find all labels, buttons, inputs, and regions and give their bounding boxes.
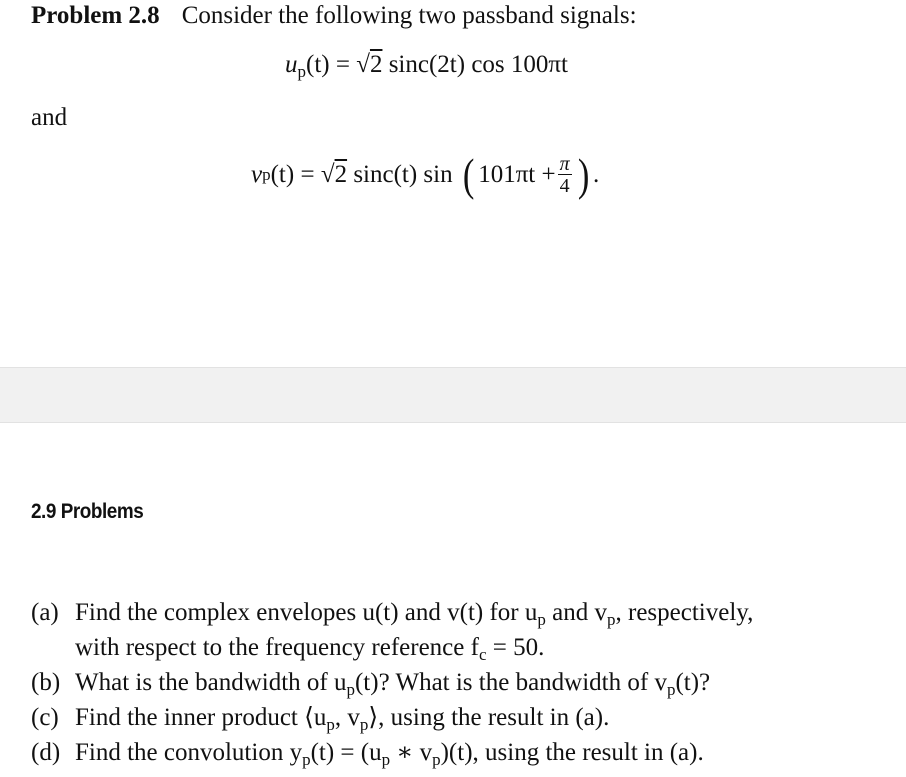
eq-u-arg: (t) (306, 51, 330, 78)
sqrt-symbol: √ (320, 161, 335, 188)
part-a (31, 595, 753, 630)
part-b (31, 665, 710, 700)
problem-heading (31, 2, 637, 30)
part-d-sub2: p (381, 749, 391, 769)
sqrt-radicand: 2 (369, 51, 383, 78)
fraction-numerator: π (559, 153, 570, 175)
part-d-text2: (t) = (u (310, 739, 382, 766)
part-d-text4: )(t), using the result in (a). (440, 739, 704, 766)
part-c-text1: Find the inner product ⟨u (75, 704, 327, 731)
section-header: 2.9 Problems (31, 500, 144, 523)
sqrt-radicand: 2 (334, 161, 348, 188)
eq-v-sinc: sinc(t) sin (353, 161, 453, 188)
eq-v-equals: = (300, 161, 315, 188)
part-a-line2-value: = 50. (486, 634, 545, 661)
fraction-pi-over-4 (558, 154, 572, 196)
part-c (31, 700, 609, 735)
part-a-line2-text: with respect to the frequency reference f (75, 634, 479, 661)
equation-u (285, 51, 568, 79)
close-paren: ) (577, 149, 590, 200)
problem-number: Problem 2.8 (31, 2, 160, 29)
part-a-continuation (31, 630, 544, 665)
part-b-sub1: p (346, 679, 355, 699)
part-a-text2: and v (545, 599, 607, 626)
part-b-sub2: p (666, 679, 676, 699)
part-a-sub2: p (607, 609, 616, 629)
part-c-text2: , v (334, 704, 360, 731)
eq-v-var: v (251, 161, 263, 188)
part-d-text1: Find the convolution y (75, 739, 303, 766)
part-a-line2-sub: c (478, 644, 487, 664)
part-a-text1: Find the complex envelopes u(t) and v(t) for u (75, 599, 538, 626)
fraction-denominator: 4 (559, 175, 570, 197)
page-separator (0, 367, 906, 423)
eq-u-sub: p (297, 61, 306, 81)
part-c-sub1: p (326, 714, 335, 734)
open-paren: ( (462, 149, 475, 200)
part-c-sub2: p (359, 714, 369, 734)
sqrt-symbol: √ (356, 51, 370, 78)
part-b-label: (b) (31, 669, 61, 696)
part-d-text3: ∗ v (390, 739, 433, 766)
eq-u-sinc: sinc(2t) (388, 51, 466, 78)
eq-u-equals: = (335, 51, 350, 78)
part-d-sub1: p (302, 749, 311, 769)
part-d-sub3: p (432, 749, 441, 769)
part-c-label: (c) (31, 704, 59, 731)
part-a-text3: , respectively, (615, 599, 754, 626)
part-a-label: (a) (31, 599, 59, 626)
eq-u-var: u (285, 51, 298, 78)
part-b-text2: (t)? What is the bandwidth of v (354, 669, 667, 696)
eq-v-period: . (592, 161, 600, 188)
eq-v-arg: (t) (270, 161, 295, 188)
eq-v-inner: 101πt + (478, 161, 556, 188)
part-c-text3: ⟩, using the result in (a). (368, 704, 610, 731)
part-d-label: (d) (31, 739, 61, 766)
part-b-text3: (t)? (675, 669, 711, 696)
part-d (31, 735, 704, 770)
part-a-sub1: p (537, 609, 546, 629)
part-b-text1: What is the bandwidth of u (75, 669, 347, 696)
and-connector: and (31, 104, 68, 131)
equation-v: v p (t) = √ 2 sinc(t) sin ( 101πt + $\frac{\pi}{4}$ ) . (251, 149, 600, 200)
problem-intro: Consider the following two passband signals: (181, 2, 637, 29)
eq-u-cos: cos 100πt (471, 51, 568, 78)
